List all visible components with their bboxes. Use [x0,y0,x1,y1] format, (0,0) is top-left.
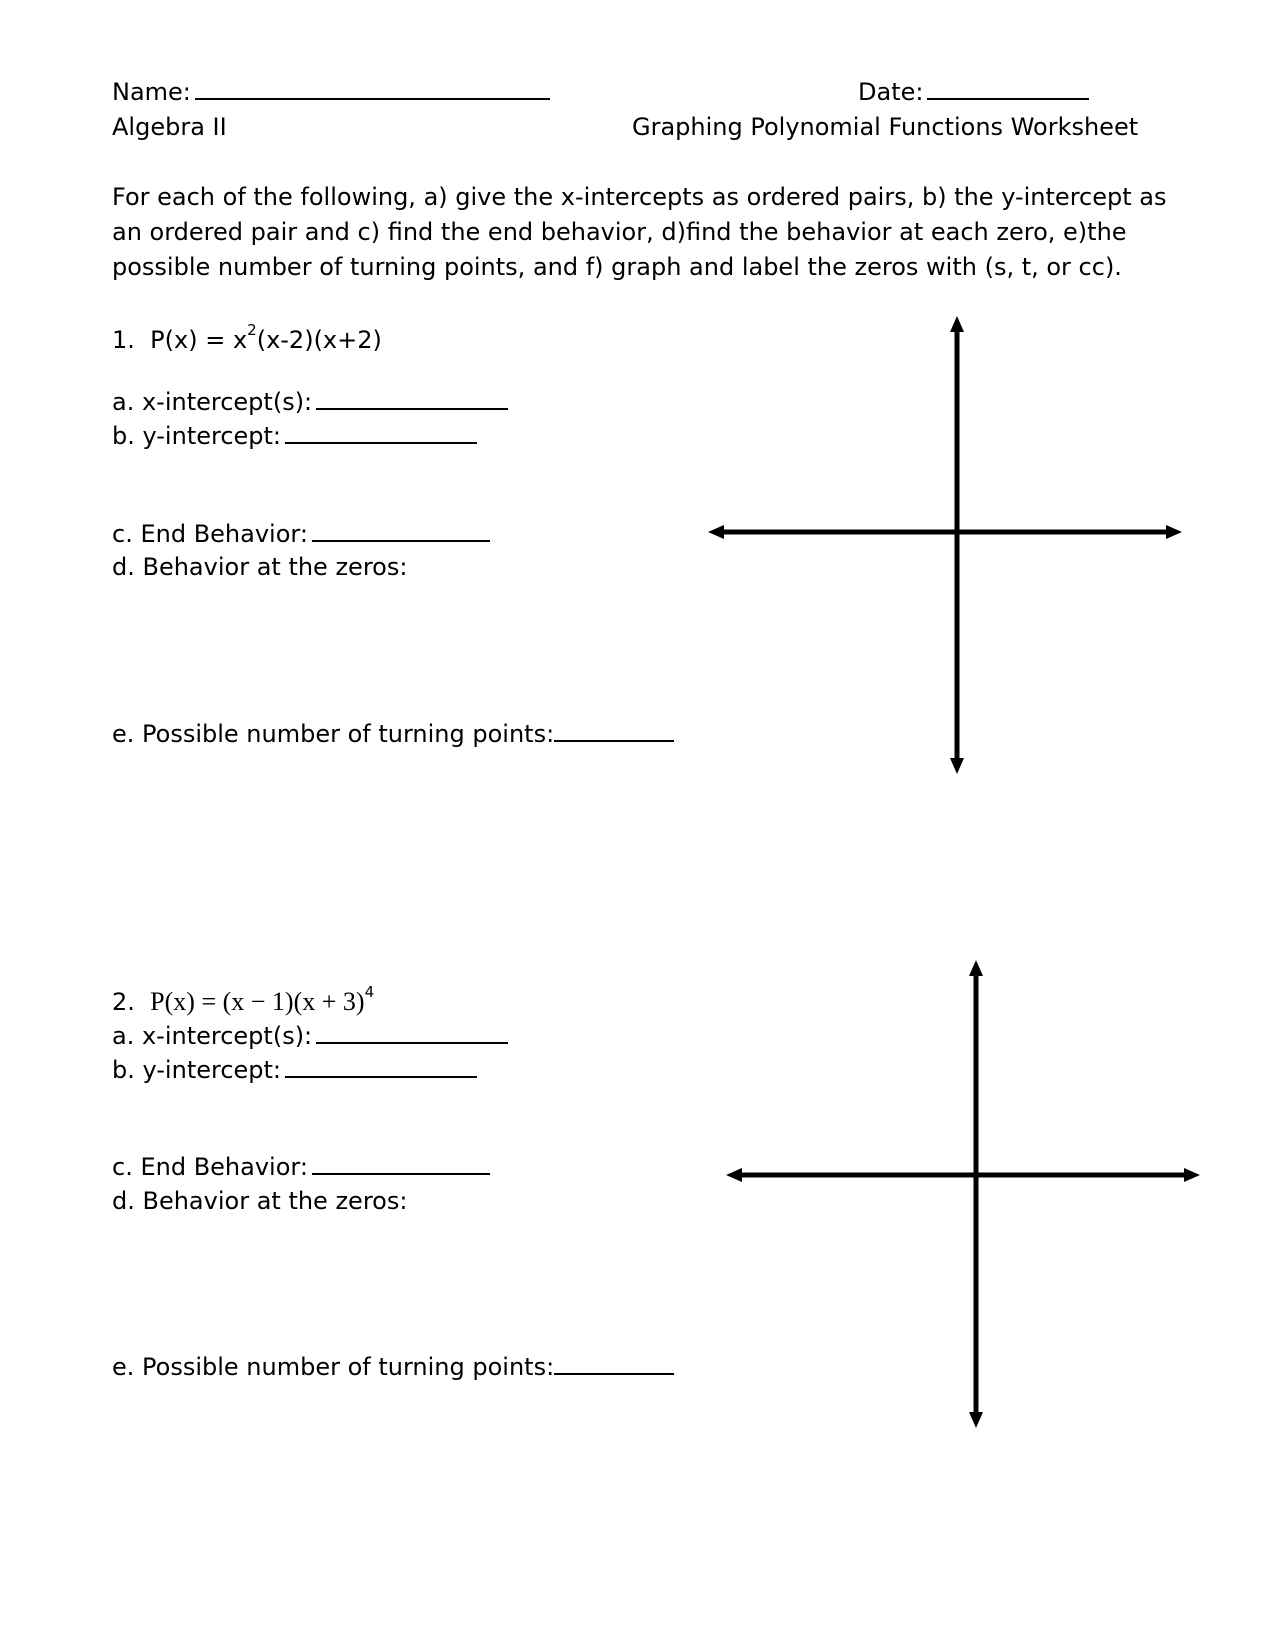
problem-1-y-axis-down-arrow [950,758,964,774]
problem-1-function-rest: (x-2)(x+2) [256,326,382,354]
problem-2-end-behavior-label: c. End Behavior: [112,1153,308,1181]
problem-1-x-axis-left-arrow [708,525,724,539]
name-label: Name: [112,78,191,106]
problem-1-y-intercept-label: b. y-intercept: [112,422,282,450]
problem-2-turning-points [112,1353,674,1381]
problem-1-turning-points-label: e. Possible number of turning points: [112,720,555,748]
problem-2-end-behavior [112,1153,490,1181]
problem-1-x-intercepts [112,388,508,416]
problem-2-turning-points-label: e. Possible number of turning points: [112,1353,555,1381]
date-blank[interactable] [927,98,1089,100]
problem-1-y-axis-up-arrow [950,316,964,332]
problem-1-end-behavior-blank[interactable] [312,540,490,542]
problem-2-y-axis-up-arrow [969,960,983,976]
problem-1-graph-axes[interactable] [700,310,1190,780]
course-name: Algebra II [112,113,227,141]
problem-1-number: 1. [112,326,135,354]
problem-2-x-intercepts-label: a. x-intercept(s): [112,1022,313,1050]
problem-2-y-intercept [112,1056,477,1084]
problem-1-y-intercept-blank[interactable] [285,442,477,444]
problem-2-number: 2. [112,988,135,1016]
problem-2-turning-points-blank[interactable] [554,1373,674,1375]
problem-1-turning-points-blank[interactable] [554,740,674,742]
problem-1-y-intercept [112,422,477,450]
problem-2-x-intercepts-blank[interactable] [316,1042,508,1044]
problem-2-x-axis-right-arrow [1184,1168,1200,1182]
problem-1-function-exponent: 2 [247,321,257,339]
problem-2-function-exponent: 4 [364,983,375,1001]
problem-2-x-intercepts [112,1022,508,1050]
problem-1-x-intercepts-label: a. x-intercept(s): [112,388,313,416]
problem-1-x-axis-right-arrow [1166,525,1182,539]
name-field [112,78,550,106]
instructions-line-1: For each of the following, a) give the x-intercepts as ordered pairs, b) the y-intercept as [112,183,1167,211]
problem-2-y-intercept-blank[interactable] [285,1076,477,1078]
problem-1-function-main: P(x) = x [150,326,248,354]
problem-2-zeros-behavior: d. Behavior at the zeros: [112,1187,408,1215]
problem-1-end-behavior-label: c. End Behavior: [112,520,308,548]
problem-1-function [112,320,382,354]
date-field [858,78,1089,106]
name-blank[interactable] [195,98,550,100]
date-label: Date: [858,78,924,106]
problem-1-x-intercepts-blank[interactable] [316,408,508,410]
problem-2-x-axis-left-arrow [726,1168,742,1182]
problem-2-function-main: P(x) = (x − 1)(x + 3) [150,987,365,1016]
problem-2-y-intercept-label: b. y-intercept: [112,1056,282,1084]
problem-1-turning-points [112,720,674,748]
instructions-line-3: possible number of turning points, and f) graph and label the zeros with (s, t, or cc). [112,253,1122,281]
problem-1-end-behavior [112,520,490,548]
problem-2-y-axis-down-arrow [969,1412,983,1428]
instructions [112,180,1172,285]
problem-1-zeros-behavior: d. Behavior at the zeros: [112,553,408,581]
problem-2-graph-axes[interactable] [718,954,1208,1434]
worksheet-title: Graphing Polynomial Functions Worksheet [632,113,1139,141]
problem-2-end-behavior-blank[interactable] [312,1173,490,1175]
problem-2-function [112,982,374,1016]
instructions-line-2: an ordered pair and c) find the end behavior, d)find the behavior at each zero, e)the [112,218,1127,246]
